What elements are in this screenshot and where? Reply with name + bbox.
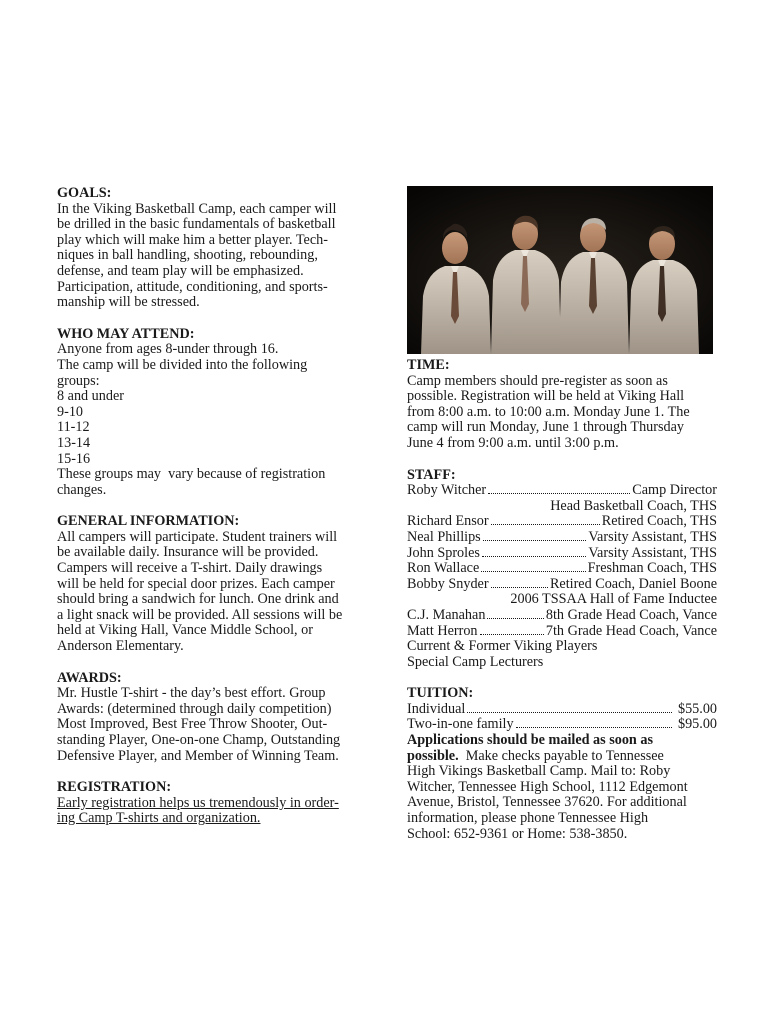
staff-name: Bobby Snyder bbox=[407, 575, 489, 592]
staff-role: Varsity Assistant, THS bbox=[588, 544, 717, 561]
tuition-section bbox=[407, 686, 717, 842]
general-info-section bbox=[57, 514, 365, 654]
dot-leader bbox=[480, 634, 544, 635]
staff-row bbox=[407, 624, 717, 640]
text-line: Defensive Player, and Member of Winning Team. bbox=[57, 747, 339, 764]
staff-row bbox=[407, 546, 717, 562]
text-line: from 8:00 a.m. to 10:00 a.m. Monday June 1. The bbox=[407, 403, 690, 420]
goals-section bbox=[57, 186, 365, 311]
text-line: School: 652-9361 or Home: 538-3850. bbox=[407, 825, 628, 842]
staff-name: Neal Phillips bbox=[407, 528, 481, 545]
staff-role: Varsity Assistant, THS bbox=[588, 528, 717, 545]
text-line: possible. Registration will be held at Viking Hall bbox=[407, 388, 685, 405]
tuition-item bbox=[407, 702, 717, 718]
staff-name: Ron Wallace bbox=[407, 560, 480, 577]
text-line: In the Viking Basketball Camp, each camper will bbox=[57, 200, 337, 217]
staff-role-extra: Head Basketball Coach, THS bbox=[550, 497, 717, 514]
staff-role: Retired Coach, Daniel Boone bbox=[549, 575, 717, 592]
text-line: Camp members should pre-register as soon as bbox=[407, 372, 668, 389]
dot-leader bbox=[482, 556, 586, 557]
age-group: 15-16 bbox=[57, 450, 91, 467]
text-line: Witcher, Tennessee High School, 1112 Edgemont bbox=[407, 778, 688, 795]
text-line: The camp will be divided into the following bbox=[57, 356, 308, 373]
staff-role: 8th Grade Head Coach, Vance bbox=[545, 606, 717, 623]
text-line: All campers will participate. Student trainers will bbox=[57, 528, 338, 545]
staff-list bbox=[407, 483, 717, 670]
age-group: 9-10 bbox=[57, 403, 84, 420]
text-line: will be held for special door prizes. Each camper bbox=[57, 575, 335, 592]
staff-role: Retired Coach, THS bbox=[601, 513, 717, 530]
coaches-photo bbox=[407, 186, 713, 354]
registration-section bbox=[57, 780, 365, 827]
staff-name: Roby Witcher bbox=[407, 482, 487, 499]
text-line: defense, and team play will be emphasized. bbox=[57, 262, 304, 279]
time-section bbox=[407, 358, 717, 452]
tuition-price: $55.00 bbox=[677, 700, 717, 717]
text-line: play which will make him a better player. Tech- bbox=[57, 231, 328, 248]
text-line: information, please phone Tennessee High bbox=[407, 810, 649, 827]
text-line: niques in ball handling, shooting, rebounding, bbox=[57, 247, 318, 264]
staff-heading: STAFF: bbox=[407, 466, 456, 483]
time-text bbox=[407, 374, 717, 452]
text-line: changes. bbox=[57, 481, 107, 498]
staff-name: Richard Ensor bbox=[407, 513, 489, 530]
text-line: be drilled in the basic fundamentals of basketball bbox=[57, 216, 336, 233]
attend-heading: WHO MAY ATTEND: bbox=[57, 325, 195, 342]
text-line: Current & Former Viking Players bbox=[407, 638, 598, 655]
registration-text bbox=[57, 796, 365, 827]
payment-info: Make checks payable to Tennessee bbox=[458, 747, 664, 764]
dot-leader bbox=[487, 618, 543, 619]
text-line: manship will be stressed. bbox=[57, 294, 200, 311]
text-line: ing Camp T-shirts and organization. bbox=[57, 810, 261, 827]
coaches-photo-image bbox=[407, 186, 713, 354]
staff-row bbox=[407, 483, 717, 499]
text-line: standing Player, One-on-one Champ, Outstanding bbox=[57, 732, 341, 748]
text-line: be available daily. Insurance will be provided. bbox=[57, 544, 319, 561]
tuition-item bbox=[407, 717, 717, 733]
staff-name: Matt Herron bbox=[407, 622, 478, 639]
text-line: High Vikings Basketball Camp. Mail to: Roby bbox=[407, 763, 671, 780]
awards-text bbox=[57, 686, 365, 764]
text-line: Mr. Hustle T-shirt - the day’s best effort. Group bbox=[57, 685, 326, 702]
mail-notice: Applications should be mailed as soon as bbox=[407, 732, 653, 749]
staff-role: 7th Grade Head Coach, Vance bbox=[545, 622, 717, 639]
staff-name: C.J. Manahan bbox=[407, 606, 486, 623]
awards-heading: AWARDS: bbox=[57, 669, 122, 686]
attend-text bbox=[57, 342, 365, 498]
text-line: June 4 from 9:00 a.m. until 3:00 p.m. bbox=[407, 434, 619, 451]
staff-row bbox=[407, 577, 717, 593]
left-column bbox=[57, 186, 365, 843]
registration-heading: REGISTRATION: bbox=[57, 779, 172, 796]
text-line: These groups may vary because of registration bbox=[57, 466, 326, 483]
text-line: Most Improved, Best Free Throw Shooter, Out- bbox=[57, 716, 328, 733]
dot-leader bbox=[481, 571, 585, 572]
text-line: camp will run Monday, June 1 through Thursday bbox=[407, 419, 685, 436]
goals-heading: GOALS: bbox=[57, 185, 112, 201]
staff-row bbox=[407, 608, 717, 624]
staff-section bbox=[407, 468, 717, 671]
goals-text bbox=[57, 202, 365, 311]
staff-row bbox=[407, 530, 717, 546]
text-line bbox=[407, 749, 717, 765]
dot-leader bbox=[491, 587, 548, 588]
general-info-heading: GENERAL INFORMATION: bbox=[57, 513, 240, 530]
mail-notice-end: possible. bbox=[407, 747, 459, 764]
staff-name: John Sproles bbox=[407, 544, 480, 561]
tuition-label: Individual bbox=[407, 700, 466, 717]
age-group: 13-14 bbox=[57, 434, 91, 451]
text-line: Anyone from ages 8-under through 16. bbox=[57, 341, 279, 358]
dot-leader bbox=[488, 493, 630, 494]
staff-role: Freshman Coach, THS bbox=[587, 560, 717, 577]
tuition-heading: TUITION: bbox=[407, 685, 474, 702]
age-group: 8 and under bbox=[57, 388, 124, 405]
text-line: a light snack will be provided. All sessions will be bbox=[57, 606, 343, 623]
staff-row bbox=[407, 514, 717, 530]
text-line: Campers will receive a T-shirt. Daily drawings bbox=[57, 560, 323, 577]
text-line: Participation, attitude, conditioning, and sports- bbox=[57, 278, 328, 295]
text-line: Special Camp Lecturers bbox=[407, 653, 544, 670]
text-line: Anderson Elementary. bbox=[57, 638, 184, 655]
age-group: 11-12 bbox=[57, 419, 90, 436]
dot-leader bbox=[491, 524, 600, 525]
attend-section bbox=[57, 327, 365, 499]
text-line: Avenue, Bristol, Tennessee 37620. For additional bbox=[407, 794, 687, 811]
general-info-text bbox=[57, 530, 365, 655]
dot-leader bbox=[483, 540, 587, 541]
staff-row bbox=[407, 561, 717, 577]
text-line: Awards: (determined through daily competition) bbox=[57, 700, 332, 717]
awards-section bbox=[57, 671, 365, 765]
staff-role-extra: 2006 TSSAA Hall of Fame Inductee bbox=[510, 591, 717, 608]
dot-leader bbox=[467, 712, 672, 713]
text-line: groups: bbox=[57, 372, 100, 389]
tuition-label: Two-in-one family bbox=[407, 716, 514, 733]
staff-role: Camp Director bbox=[632, 482, 717, 499]
text-line: should bring a sandwich for lunch. One drink and bbox=[57, 591, 339, 608]
text-line: Early registration helps us tremendously in order- bbox=[57, 794, 339, 811]
dot-leader bbox=[516, 727, 672, 728]
right-column bbox=[407, 186, 717, 858]
tuition-price: $95.00 bbox=[677, 716, 717, 733]
time-heading: TIME: bbox=[407, 357, 450, 373]
text-line: held at Viking Hall, Vance Middle School, or bbox=[57, 622, 313, 639]
